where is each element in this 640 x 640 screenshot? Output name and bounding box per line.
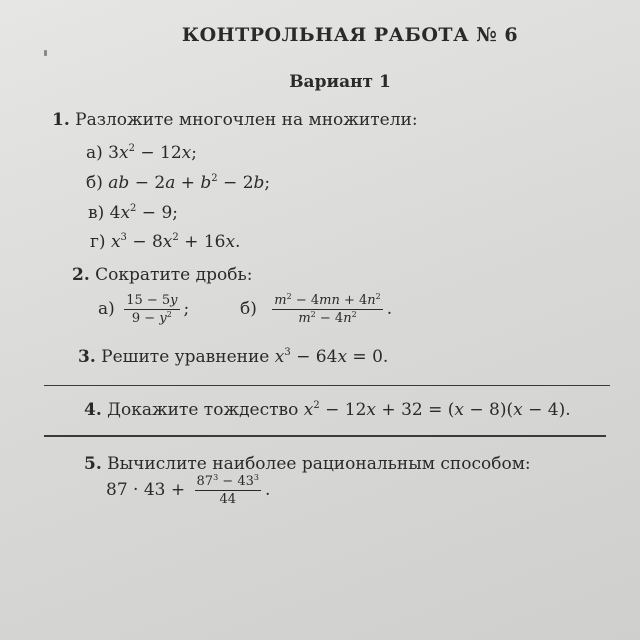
task-2b-label: б)	[240, 299, 257, 319]
task-4-text: Докажите тождество	[107, 400, 299, 420]
task-1b: б) ab − $2a + b^2 - 2b$;	[86, 173, 271, 193]
task-5-text: Вычислите наиболее рациональным способом:	[107, 454, 531, 474]
task-3-number: 3.	[78, 347, 96, 367]
task-5-heading	[84, 454, 531, 474]
task-1a: а) $3x^2 - 12x$;	[86, 143, 197, 163]
task-2a-label: а)	[98, 299, 115, 319]
task-4: 4. Докажите тождество $x^2 - 12x + 32 = (x - 8)(x - 4)$.	[84, 400, 571, 420]
task-1g: г) $x^3 - 8x^2 + 16x$.	[90, 232, 241, 252]
task-1a-label: а)	[86, 143, 103, 163]
task-3-text: Решите уравнение	[101, 347, 270, 367]
task-1b-label: б)	[86, 173, 103, 193]
task-2a: а) $\frac{15 - 5y}{9 - y^2}$ ;	[98, 293, 190, 326]
divider-line-thick	[44, 435, 606, 437]
task-1v: в) $4x^2 - 9$;	[88, 203, 179, 223]
page-title: КОНТРОЛЬНАЯ РАБОТА № 6	[181, 24, 519, 46]
task-5-expression: 87 · 43 + $\frac{87^3 - 43^3}{44}$ .	[106, 473, 271, 507]
task-2-text: Сократите дробь:	[95, 265, 253, 285]
task-1-number: 1.	[52, 110, 70, 130]
task-1-heading	[52, 110, 418, 130]
task-2b: б) $\frac{m^2 - 4mn + 4n^2}{m^2 - 4n^2}$ .	[240, 292, 393, 326]
variant-heading: Вариант 1	[289, 72, 391, 92]
fraction-2a: $\frac{15 - 5y}{9 - y^2}$	[126, 293, 178, 326]
fraction-2b: $\frac{m^2 - 4mn + 4n^2}{m^2 - 4n^2}$	[274, 292, 381, 326]
fraction-5: $\frac{87^3 - 43^3}{44}$	[196, 473, 259, 507]
task-3: 3. Решите уравнение $x^3 - 64x = 0$.	[78, 347, 389, 367]
task-1g-label: г)	[90, 232, 106, 252]
pen-mark	[44, 50, 47, 56]
task-5-number: 5.	[84, 454, 102, 474]
task-2-number: 2.	[72, 265, 90, 285]
task-1-text: Разложите многочлен на множители:	[75, 110, 418, 130]
divider-line	[44, 385, 610, 386]
task-1v-label: в)	[88, 203, 105, 223]
task-2-heading	[72, 265, 252, 285]
task-4-number: 4.	[84, 400, 102, 420]
